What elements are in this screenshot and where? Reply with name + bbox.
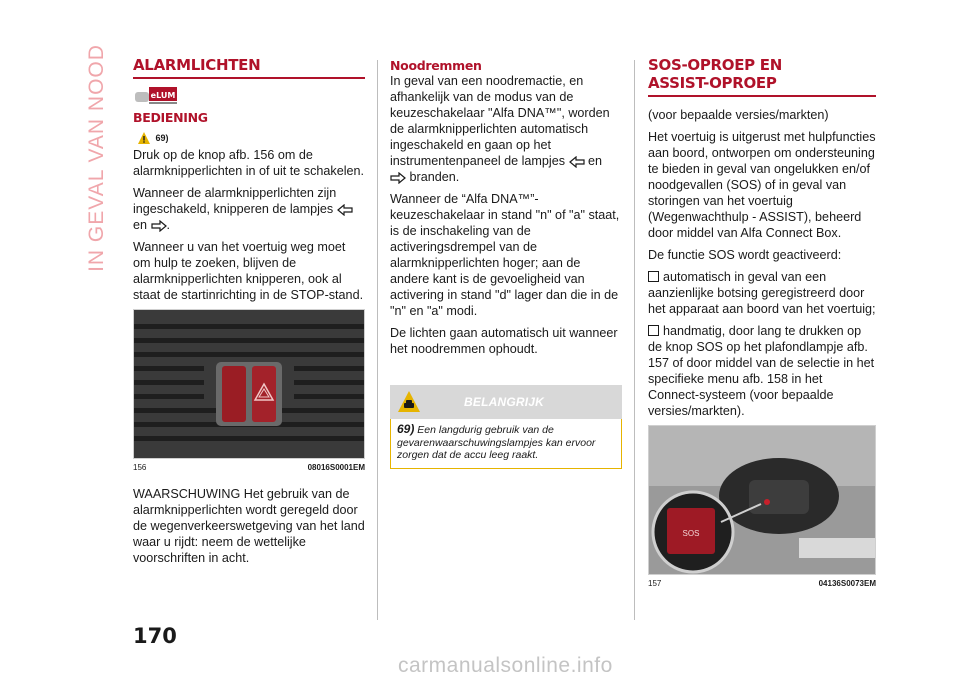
page-number: 170 — [133, 624, 177, 648]
warning-triangle-icon — [137, 131, 151, 145]
paragraph: Het voertuig is uitgerust met hulpfuncties aan boord, ontworpen om ondersteuning te bieden in geval van ongelukken en/of noodgevallen (SOS) of in geval van storingen van het voertuig (Wegenwachthulp - ASSIST), beheerd door middel van Alfa Connect Box. — [648, 130, 876, 240]
paragraph-text: In geval van een noodremactie, en afhankelijk van de modus van de keuzeschakelaar "Alfa DNA™", worden de alarmknipperlichten automatisch ingeschakeld en gaan op het instrumentenpaneel de lampjes — [390, 74, 610, 168]
title-rule — [133, 77, 365, 79]
paragraph-text: branden. — [409, 170, 460, 184]
figure-code: 08016S0001EM — [307, 463, 365, 472]
section-title-line: ASSIST-OPROEP — [648, 74, 777, 92]
paragraph: Druk op de knop afb. 156 om de alarmknipperlichten in of uit te schakelen. — [133, 148, 365, 178]
bullet-item — [648, 269, 876, 317]
bullet-text: automatisch in geval van een aanzienlijke botsing geregistreerd door het apparaat aan boord van het voertuig; — [648, 270, 876, 316]
bullet-square-icon — [648, 271, 659, 282]
figure-number: 157 — [648, 579, 662, 588]
paragraph: (voor bepaalde versies/markten) — [648, 108, 829, 122]
figure-caption — [648, 579, 876, 588]
paragraph: De lichten gaan automatisch uit wanneer het noodremmen ophoudt. — [390, 326, 618, 356]
important-banner — [390, 385, 622, 419]
figure-157-sos-button — [648, 425, 876, 575]
note-reference: 69) — [397, 422, 415, 436]
figure-number: 156 — [133, 463, 147, 472]
paragraph-text: . — [166, 218, 171, 232]
column-noodremmen — [390, 56, 622, 469]
sos-button-label: SOS — [682, 529, 700, 538]
column-alarmlichten — [133, 56, 365, 572]
figure-code: 04136S0073EM — [818, 579, 876, 588]
elum-badge-text: eLUM — [150, 91, 176, 100]
important-label: BELANGRIJK — [464, 395, 545, 409]
elum-icon — [133, 86, 179, 106]
turn-signal-right-icon — [151, 220, 167, 232]
column-divider — [377, 60, 378, 620]
bullet-text: handmatig, door lang te drukken op de knop SOS op het plafondlampje afb. 157 of door middel van de selectie in het specifieke menu afb. 158 in het Connect-systeem (voor bepaalde versies/markten). — [648, 324, 875, 418]
elum-badge-row — [133, 86, 365, 106]
side-section-tab — [82, 44, 112, 272]
paragraph-text: en — [588, 154, 603, 168]
car-warning-icon — [397, 390, 421, 414]
section-title-line: SOS-OPROEP EN — [648, 56, 782, 74]
column-divider — [634, 60, 635, 620]
section-title — [648, 56, 876, 92]
column-sos-oproep — [648, 56, 876, 588]
title-rule — [648, 95, 876, 97]
hazard-switch-photo — [134, 310, 364, 458]
paragraph — [390, 73, 622, 185]
section-title: ALARMLICHTEN — [133, 56, 261, 74]
important-note — [390, 419, 622, 469]
warning-ref-row — [137, 129, 365, 145]
turn-signal-right-icon — [390, 172, 406, 184]
paragraph-warning: WAARSCHUWING Het gebruik van de alarmknipperlichten wordt geregeld door de wegenverkeerswetgeving van het land waar u rijdt: neem de wettelijke voorschriften in acht. — [133, 487, 365, 565]
paragraph: De functie SOS wordt geactiveerd: — [648, 248, 842, 262]
turn-signal-left-icon — [337, 204, 353, 216]
paragraph-text: en — [133, 218, 148, 232]
figure-caption — [133, 463, 365, 472]
paragraph: Wanneer de “Alfa DNA™”-keuzeschakelaar in stand "n" of "a" staat, is de inschakeling van de activeringsdrempel van de alarmknipperlichten hoger; aan de andere kant is de gevoeligheid van activering in stand "d" lager dan die in de "n" en "a" modi. — [390, 192, 620, 318]
watermark: carmanualsonline.info — [398, 654, 613, 677]
figure-156-hazard-button — [133, 309, 365, 459]
turn-signal-left-icon — [569, 156, 585, 168]
subsection-title: BEDIENING — [133, 110, 208, 125]
side-section-label: IN GEVAL VAN NOOD — [85, 44, 108, 272]
paragraph: Wanneer u van het voertuig weg moet om hulp te zoeken, blijven de alarmknipperlichten knipperen, ook al staat de startinrichting in de STOP-stand. — [133, 240, 364, 302]
sos-ceiling-console-photo — [649, 426, 875, 574]
paragraph-text: Wanneer de alarmknipperlichten zijn ingeschakeld, knipperen de lampjes — [133, 186, 337, 216]
paragraph — [133, 185, 365, 233]
subsection-title: Noodremmen — [390, 58, 482, 73]
note-text: Een langdurig gebruik van de gevarenwaarschuwingslampjes kan ervoor zorgen dat de accu leeg raakt. — [397, 424, 596, 461]
note-reference: 69) — [155, 132, 169, 143]
bullet-square-icon — [648, 325, 659, 336]
bullet-item — [648, 323, 876, 419]
